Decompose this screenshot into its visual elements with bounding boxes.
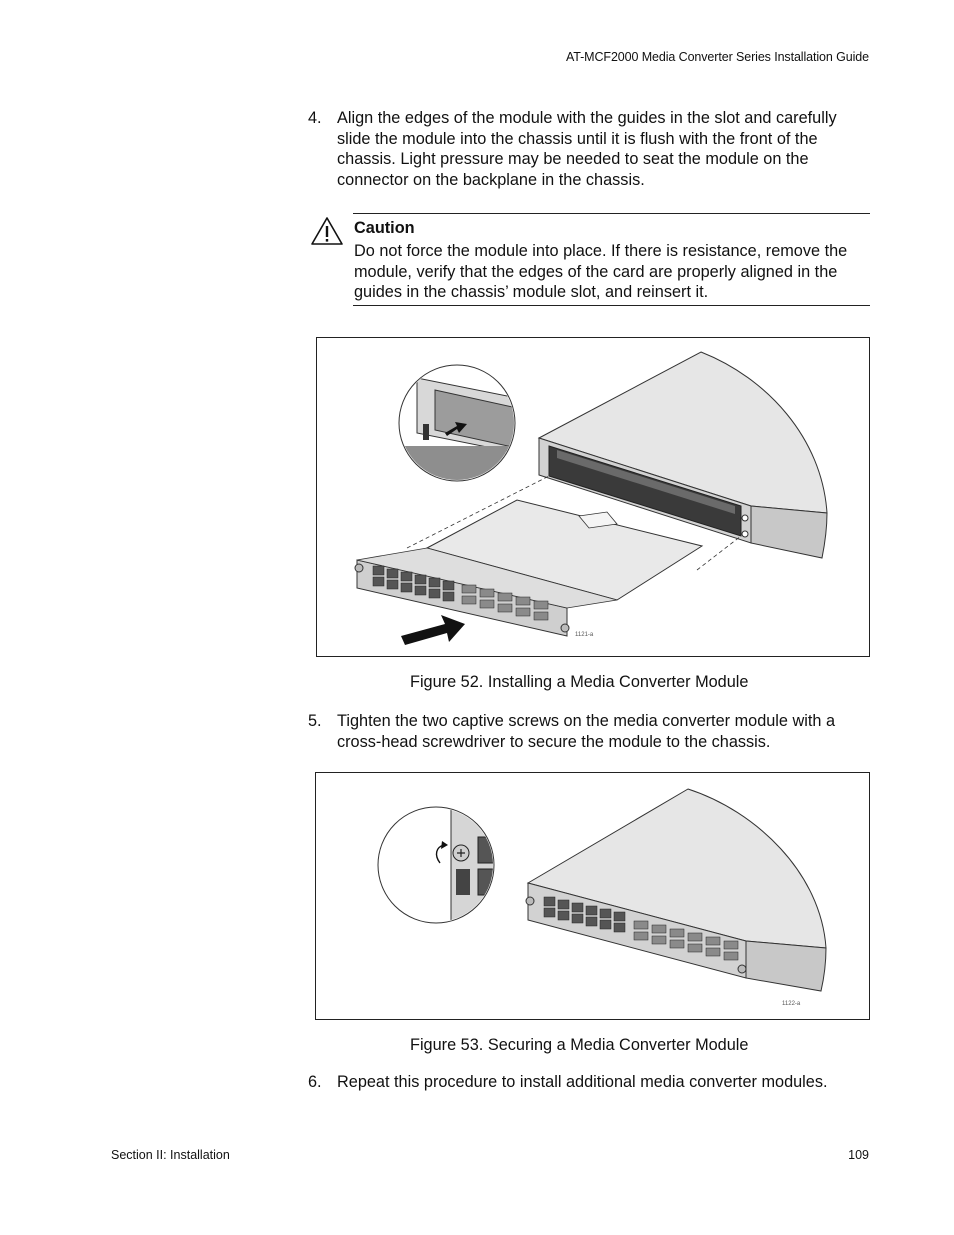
footer-page-number: 109 [848, 1148, 869, 1162]
figure-53-illustration [315, 772, 870, 1020]
caution-box [353, 213, 870, 306]
step-number: 6. [308, 1073, 322, 1091]
installing-module-drawing [317, 338, 869, 656]
caution-title: Caution [354, 219, 415, 237]
caution-text: Do not force the module into place. If there is resistance, remove the module, verify that the edges of the card are properly aligned in the guides in the chassis’ module slot, and reinsert it. [354, 242, 848, 301]
securing-module-drawing [316, 773, 869, 1019]
footer-section: Section II: Installation [111, 1148, 230, 1162]
warning-triangle-icon [310, 216, 344, 246]
step-number: 4. [308, 109, 322, 127]
step-text: Align the edges of the module with the guides in the slot and carefully slide the module into the chassis until it is flush with the front of the chassis. Light pressure may be needed to seat the module on the connector on the backplane in the chassis. [337, 109, 837, 189]
figure-52-caption: Figure 52. Installing a Media Converter Module [410, 673, 749, 691]
step-number: 5. [308, 712, 322, 730]
step-text: Repeat this procedure to install additional media converter modules. [337, 1073, 828, 1091]
figure-53-caption: Figure 53. Securing a Media Converter Module [410, 1036, 749, 1054]
running-header: AT-MCF2000 Media Converter Series Installation Guide [565, 50, 869, 64]
figure-code: 1122-a [782, 1001, 801, 1007]
step-text: Tighten the two captive screws on the media converter module with a cross-head screwdriver to secure the module to the chassis. [337, 712, 836, 751]
figure-52-illustration [316, 337, 870, 657]
figure-code: 1121-a [575, 632, 594, 638]
